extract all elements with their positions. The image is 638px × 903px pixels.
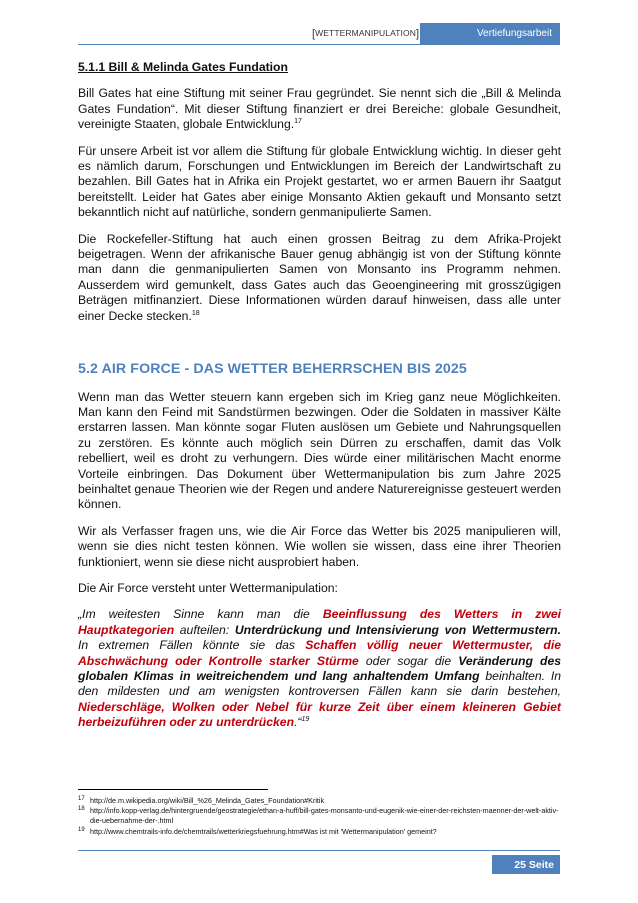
footnote-number: 17 — [78, 796, 85, 802]
footnote-link[interactable]: http://info.kopp-verlag.de/hintergruende/geostrategie/ethan-a-huff/bill-gates-monsanto-und-eugenik-wie-einer-der-reichsten-maenner-der-welt-aktiv-die-uebernahme-der-.html — [90, 806, 559, 826]
paragraph-text: Bill Gates hat eine Stiftung mit seiner Frau gegründet. Sie nennt sich die „Bill & Melinda Gates Fundation“. Mit dieser Stiftung finanziert er drei Bereiche: globale Gesundheit, vereinigte Staaten, globale Entwicklung. — [78, 86, 561, 132]
footnote-item — [78, 806, 561, 826]
header-bracket-open: [ — [312, 28, 316, 40]
footnotes — [78, 796, 561, 837]
paragraph: Wir als Verfasser fragen uns, wie die Air Force das Wetter bis 2025 manipulieren will, wenn sie dies nicht testen können. Wie wollen sie wissen, dass eine ihrer Theorien funktioniert, wenn sie diese nicht ausprobiert haben. — [78, 523, 561, 569]
quote-text: „Im weitesten Sinne kann man die — [78, 607, 323, 622]
quote-emphasis: Veränderung des globalen Klimas in weitreichendem und lang anhaltendem Umfang — [78, 653, 561, 683]
footnote-ref[interactable]: 19 — [301, 716, 310, 724]
main-content — [78, 60, 561, 742]
page-header — [0, 23, 638, 45]
paragraph — [78, 232, 561, 324]
footnote-item — [78, 796, 561, 806]
paragraph: Die Air Force versteht unter Wettermanipulation: — [78, 580, 338, 595]
quote-emphasis: Unterdrückung und Intensivierung von Wettermustern. — [234, 622, 561, 637]
footer-divider — [78, 850, 560, 851]
paragraph: Für unsere Arbeit ist vor allem die Stiftung für globale Entwicklung wichtig. In dieser geht es nämlich darum, Forschungen und Entwicklungen im Bereich der Landwirtschaft zu bezahlen. Bill Gates hat in Afrika ein Projekt gestartet, wo er armen Bauern ihr Saatgut bereitstellt. Leider hat Gates aber einige Monsanto Aktien gekauft und Monsanto setzt bekanntlich nicht auf natürliche, sondern genmanipulierte Samen. — [78, 143, 561, 220]
footnote-number: 18 — [78, 806, 85, 813]
header-title — [312, 27, 419, 39]
quote-text: .“ — [294, 715, 302, 730]
page-number-badge: 25 Seite — [492, 855, 560, 874]
section-heading-511: 5.1.1 Bill & Melinda Gates Fundation — [78, 60, 288, 74]
header-title-text: WETTERMANIPULATION — [315, 28, 416, 38]
section-heading-52: 5.2 AIR FORCE - DAS WETTER BEHERRSCHEN BIS 2025 — [78, 361, 467, 378]
footnote-link[interactable]: http://www.chemtrails-info.de/chemtrails/wetterkriegsfuehrung.htm#Was ist mit 'Wettermanipulation' gemeint? — [90, 826, 437, 836]
quote-highlight: Niederschläge, Wolken oder Nebel für kurze Zeit über einem kleineren Gebiet herbeizuführen oder zu unterdrücken — [78, 699, 561, 730]
header-bracket-close: ] — [415, 28, 420, 40]
footnote-number: 19 — [78, 826, 85, 833]
paragraph-text: Die Rockefeller-Stiftung hat auch einen grossen Beitrag zu dem Afrika-Projekt beigetragen. Wenn der afrikanische Bauer genug abhängig ist von der Stiftung könnte man dann die genmanipulierten Samen von Monsanto ins Programm nehmen. Ausserdem wird gemunkelt, dass Gates auch das Geoengineering mit grosszügigen Beträgen mitfinanziert. Diese Informationen würden darauf hinweisen, dass alle unter einer Decke stecken. — [78, 231, 561, 323]
quote-text: beinhalten. In den mildesten und am wenigsten kontroversen Fällen kann sie darin bestehen, — [78, 669, 561, 699]
footnote-ref[interactable]: 18 — [191, 309, 200, 317]
quote-text: In extremen Fällen könnte sie das — [78, 638, 306, 653]
block-quote — [78, 607, 561, 730]
quote-highlight: Schaffen völlig neuer Wettermuster, die Abschwächung oder Kontrolle starker Stürme — [78, 638, 561, 668]
paragraph: Wenn man das Wetter steuern kann ergeben sich im Krieg ganz neue Möglichkeiten. Man kann den Feind mit Sandstürmen bezwingen. Oder die Soldaten in massiver Kälte erstarren lassen. Man könnte sogar Fluten auslösen um Gebiete und Nahrungsquellen zu zerstören. Es könnte auch möglich sein Dürren zu erschaffen, damit das Volk rebelliert, weil es droht zu verhungern. Dies würde einer militärischen Macht enorme Vorteile einbringen. Das Dokument über Wettermanipulation bis zum Jahre 2025 beinhaltet genaue Theorien wie der Regen und andere Naturereignisse gesteuert werden können. — [78, 389, 561, 512]
quote-highlight: Beeinflussung des Wetters in zwei Hauptkategorien — [78, 607, 561, 637]
header-divider — [78, 44, 560, 45]
footnote-link[interactable]: http://de.m.wikipedia.org/wiki/Bill_%26_Melinda_Gates_Foundation#Kritik — [90, 796, 325, 805]
footnote-divider — [78, 789, 268, 790]
quote-text: oder sogar die — [358, 653, 459, 668]
paragraph — [78, 86, 561, 132]
footnote-item — [78, 827, 561, 837]
header-badge: Vertiefungsarbeit — [420, 23, 560, 44]
footnote-ref[interactable]: 17 — [294, 118, 302, 126]
quote-text: aufteilen: — [174, 622, 235, 637]
